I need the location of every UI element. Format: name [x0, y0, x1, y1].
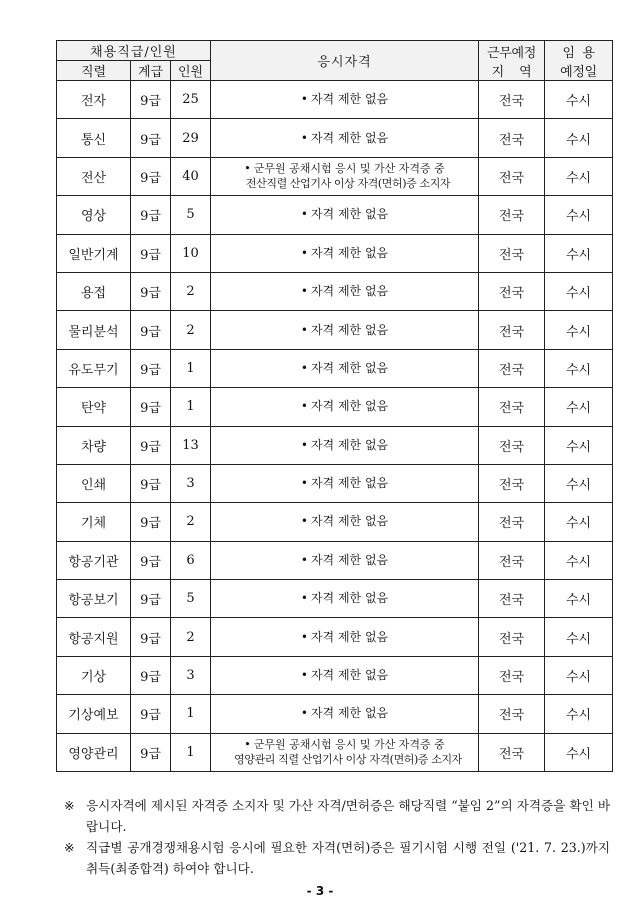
cell-date: 수시 [545, 426, 613, 464]
bullet-icon: • [300, 706, 308, 721]
cell-count: 10 [171, 234, 211, 272]
bullet-icon: • [300, 514, 308, 529]
qualification-line [211, 161, 478, 176]
cell-job: 항공지원 [57, 618, 131, 656]
qualification-line [211, 553, 478, 568]
cell-grade: 9급 [131, 234, 171, 272]
cell-region: 전국 [479, 311, 545, 349]
qualification-line [211, 176, 478, 191]
cell-grade: 9급 [131, 157, 171, 195]
bullet-icon: • [300, 629, 308, 644]
cell-date: 수시 [545, 119, 613, 157]
table-row [57, 272, 613, 310]
bullet-icon: • [300, 476, 308, 491]
cell-region: 전국 [479, 157, 545, 195]
cell-date: 수시 [545, 464, 613, 502]
cell-job: 전산 [57, 157, 131, 195]
bullet-icon: • [300, 245, 308, 260]
table-row [57, 157, 613, 195]
cell-count: 1 [171, 349, 211, 387]
cell-region: 전국 [479, 81, 545, 119]
header-date-line1: 임 용 [562, 45, 595, 61]
bullet-icon: • [300, 552, 308, 567]
cell-date: 수시 [545, 157, 613, 195]
cell-qualification [211, 388, 479, 426]
table-row [57, 656, 613, 694]
cell-job: 전자 [57, 81, 131, 119]
cell-region: 전국 [479, 119, 545, 157]
cell-qualification [211, 349, 479, 387]
cell-job: 기체 [57, 503, 131, 541]
cell-date: 수시 [545, 733, 613, 771]
qualification-line [211, 591, 478, 606]
header-region [479, 41, 545, 81]
qualification-text: 자격 제한 없음 [310, 706, 389, 721]
cell-qualification [211, 196, 479, 234]
bullet-icon: • [300, 437, 308, 452]
header-region-line1: 근무예정 [487, 45, 537, 61]
cell-job: 기상예보 [57, 695, 131, 733]
header-count: 인원 [171, 61, 211, 81]
cell-date: 수시 [545, 196, 613, 234]
cell-count: 2 [171, 618, 211, 656]
cell-date: 수시 [545, 81, 613, 119]
cell-count: 2 [171, 272, 211, 310]
table-row [57, 695, 613, 733]
qualification-line [211, 514, 478, 529]
cell-job: 기상 [57, 656, 131, 694]
qualification-line [211, 630, 478, 645]
cell-qualification [211, 503, 479, 541]
bullet-icon: • [300, 130, 308, 145]
bullet-icon: • [300, 92, 308, 107]
cell-date: 수시 [545, 311, 613, 349]
cell-count: 1 [171, 388, 211, 426]
qualification-line [211, 737, 478, 752]
qualification-line [211, 668, 478, 683]
cell-job: 탄약 [57, 388, 131, 426]
table-row [57, 464, 613, 502]
qualification-text: 자격 제한 없음 [310, 668, 389, 683]
note-text: 응시자격에 제시된 자격증 소지자 및 가산 자격/면허증은 해당직렬 “붙임 2”의 자격증을 확인 바랍니다. [86, 798, 610, 834]
cell-job: 용접 [57, 272, 131, 310]
table-row [57, 580, 613, 618]
cell-date: 수시 [545, 272, 613, 310]
cell-region: 전국 [479, 272, 545, 310]
bullet-icon: • [300, 668, 308, 683]
qualification-line [211, 92, 478, 107]
header-group: 채용직급/인원 [57, 41, 211, 61]
cell-count: 25 [171, 81, 211, 119]
qualification-text: 자격 제한 없음 [310, 322, 389, 337]
cell-count: 1 [171, 695, 211, 733]
cell-date: 수시 [545, 695, 613, 733]
qualification-text: 자격 제한 없음 [310, 476, 389, 491]
table-row [57, 733, 613, 771]
cell-grade: 9급 [131, 656, 171, 694]
cell-qualification [211, 580, 479, 618]
cell-qualification [211, 464, 479, 502]
bullet-icon: • [300, 207, 308, 222]
qualification-text: 자격 제한 없음 [310, 360, 389, 375]
table-row [57, 503, 613, 541]
cell-qualification [211, 656, 479, 694]
cell-qualification [211, 234, 479, 272]
cell-region: 전국 [479, 388, 545, 426]
table-row [57, 196, 613, 234]
cell-date: 수시 [545, 234, 613, 272]
notes [64, 795, 610, 879]
cell-grade: 9급 [131, 311, 171, 349]
table-row [57, 618, 613, 656]
cell-region: 전국 [479, 733, 545, 771]
cell-job: 물리분석 [57, 311, 131, 349]
cell-grade: 9급 [131, 272, 171, 310]
table-row [57, 426, 613, 464]
cell-grade: 9급 [131, 580, 171, 618]
cell-region: 전국 [479, 349, 545, 387]
qualification-text: 자격 제한 없음 [310, 514, 389, 529]
cell-grade: 9급 [131, 503, 171, 541]
table-row [57, 81, 613, 119]
cell-job: 일반기계 [57, 234, 131, 272]
cell-job: 통신 [57, 119, 131, 157]
bullet-icon: • [300, 360, 308, 375]
cell-grade: 9급 [131, 349, 171, 387]
qualification-text: 자격 제한 없음 [310, 245, 389, 260]
cell-job: 인쇄 [57, 464, 131, 502]
qualification-text: 군무원 공채시험 응시 및 가산 자격증 중 [253, 162, 445, 176]
qualification-line [211, 476, 478, 491]
table-row [57, 234, 613, 272]
cell-grade: 9급 [131, 464, 171, 502]
table-row [57, 541, 613, 579]
qualification-line [211, 706, 478, 721]
cell-region: 전국 [479, 234, 545, 272]
qualification-text: 군무원 공채시험 응시 및 가산 자격증 중 [253, 738, 445, 752]
cell-grade: 9급 [131, 695, 171, 733]
qualification-line [211, 323, 478, 338]
note-text: 직급별 공개경쟁채용시험 응시에 필요한 자격(면허)증은 필기시험 시행 전일 ('21. 7. 23.)까지 취득(최종합격) 하여야 합니다. [86, 840, 610, 876]
cell-qualification [211, 311, 479, 349]
table-row [57, 119, 613, 157]
cell-date: 수시 [545, 618, 613, 656]
cell-count: 5 [171, 196, 211, 234]
table-row [57, 311, 613, 349]
cell-job: 영양관리 [57, 733, 131, 771]
cell-grade: 9급 [131, 541, 171, 579]
header-grade: 계급 [131, 61, 171, 81]
cell-grade: 9급 [131, 196, 171, 234]
cell-date: 수시 [545, 349, 613, 387]
cell-job: 항공기관 [57, 541, 131, 579]
cell-job: 영상 [57, 196, 131, 234]
cell-grade: 9급 [131, 119, 171, 157]
cell-grade: 9급 [131, 388, 171, 426]
cell-grade: 9급 [131, 733, 171, 771]
cell-grade: 9급 [131, 81, 171, 119]
header-date-line2: 예정일 [560, 64, 597, 80]
cell-region: 전국 [479, 503, 545, 541]
qualification-text: 전산직렬 산업기사 이상 자격(면허)증 소지자 [245, 177, 451, 191]
qualification-text: 자격 제한 없음 [310, 284, 389, 299]
qualification-line [211, 207, 478, 222]
bullet-icon: • [300, 591, 308, 606]
cell-qualification [211, 119, 479, 157]
cell-qualification [211, 426, 479, 464]
cell-count: 2 [171, 503, 211, 541]
note-item [64, 837, 610, 879]
note-mark: ※ [64, 840, 75, 855]
qualification-text: 자격 제한 없음 [310, 552, 389, 567]
cell-qualification [211, 272, 479, 310]
qualification-line [211, 284, 478, 299]
cell-count: 6 [171, 541, 211, 579]
qualification-text: 자격 제한 없음 [310, 130, 389, 145]
header-job: 직렬 [57, 61, 131, 81]
cell-count: 5 [171, 580, 211, 618]
cell-region: 전국 [479, 695, 545, 733]
cell-qualification [211, 157, 479, 195]
cell-date: 수시 [545, 656, 613, 694]
recruitment-table [56, 40, 613, 772]
note-item [64, 795, 610, 837]
cell-date: 수시 [545, 388, 613, 426]
cell-count: 3 [171, 464, 211, 502]
cell-date: 수시 [545, 503, 613, 541]
cell-date: 수시 [545, 541, 613, 579]
cell-region: 전국 [479, 426, 545, 464]
cell-job: 차량 [57, 426, 131, 464]
cell-region: 전국 [479, 541, 545, 579]
header-region-line2: 지 역 [491, 64, 532, 80]
cell-count: 40 [171, 157, 211, 195]
page-number: - 3 - [306, 884, 334, 898]
cell-region: 전국 [479, 196, 545, 234]
cell-count: 2 [171, 311, 211, 349]
cell-grade: 9급 [131, 426, 171, 464]
cell-region: 전국 [479, 618, 545, 656]
cell-region: 전국 [479, 656, 545, 694]
cell-region: 전국 [479, 464, 545, 502]
cell-count: 1 [171, 733, 211, 771]
qualification-text: 자격 제한 없음 [310, 399, 389, 414]
qualification-line [211, 752, 478, 767]
cell-job: 항공보기 [57, 580, 131, 618]
qualification-text: 자격 제한 없음 [310, 437, 389, 452]
table-row [57, 388, 613, 426]
cell-region: 전국 [479, 580, 545, 618]
table-row [57, 349, 613, 387]
qualification-line [211, 438, 478, 453]
qualification-line [211, 361, 478, 376]
qualification-text: 자격 제한 없음 [310, 629, 389, 644]
bullet-icon: • [244, 162, 251, 176]
cell-qualification [211, 695, 479, 733]
bullet-icon: • [244, 738, 251, 752]
header-date [545, 41, 613, 81]
qualification-line [211, 399, 478, 414]
cell-qualification [211, 541, 479, 579]
bullet-icon: • [300, 284, 308, 299]
cell-qualification [211, 618, 479, 656]
cell-count: 13 [171, 426, 211, 464]
bullet-icon: • [300, 399, 308, 414]
cell-job: 유도무기 [57, 349, 131, 387]
note-mark: ※ [64, 798, 75, 813]
bullet-icon: • [300, 322, 308, 337]
qualification-text: 영양관리 직렬 산업기사 이상 자격(면허)증 소지자 [234, 753, 462, 767]
qualification-text: 자격 제한 없음 [310, 92, 389, 107]
cell-date: 수시 [545, 580, 613, 618]
header-qualification: 응시자격 [211, 41, 479, 81]
cell-count: 29 [171, 119, 211, 157]
qualification-line [211, 246, 478, 261]
cell-qualification [211, 733, 479, 771]
qualification-line [211, 131, 478, 146]
cell-qualification [211, 81, 479, 119]
cell-grade: 9급 [131, 618, 171, 656]
qualification-text: 자격 제한 없음 [310, 591, 389, 606]
cell-count: 3 [171, 656, 211, 694]
qualification-text: 자격 제한 없음 [310, 207, 389, 222]
